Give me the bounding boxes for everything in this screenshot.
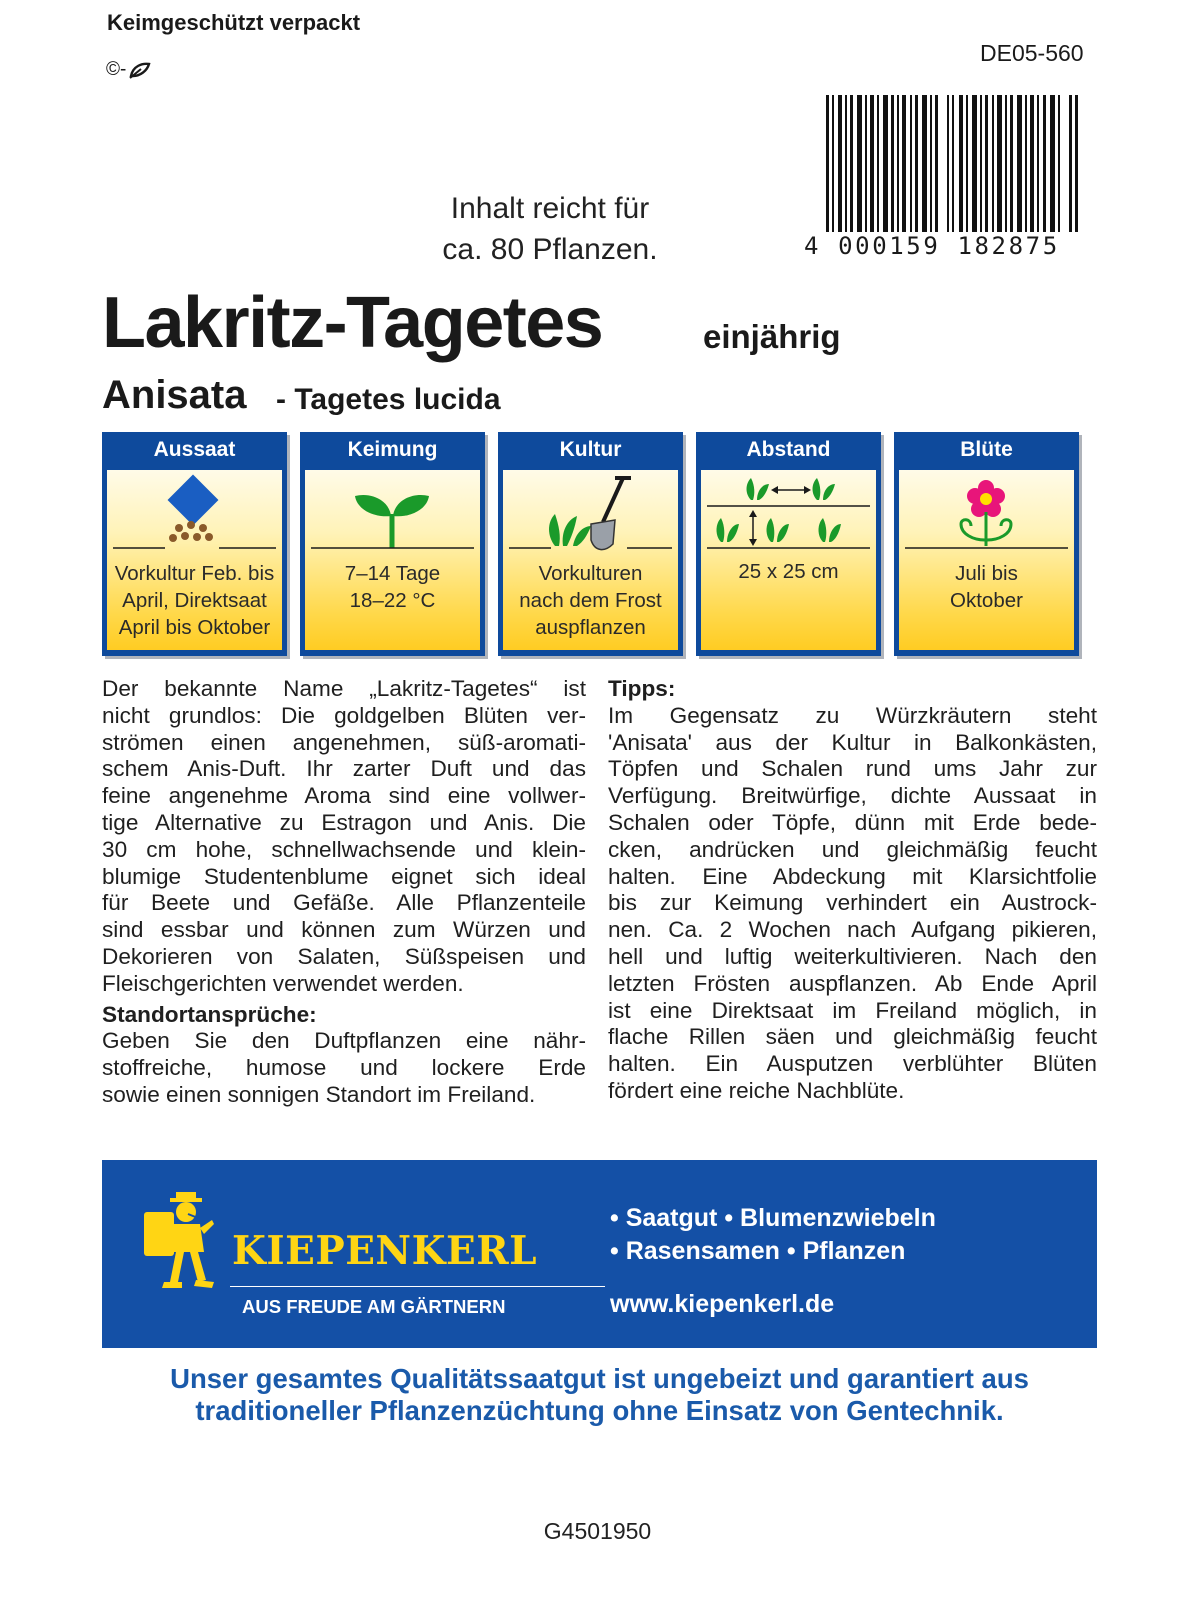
- card-text: [111, 560, 278, 641]
- text-line: Töpfen und Schalen rund ums Jahr zur: [608, 756, 1097, 782]
- product-title: Lakritz-Tagetes: [102, 283, 603, 363]
- packaging-note: Keimgeschützt verpackt: [107, 10, 361, 35]
- brand-banner: [102, 1160, 1097, 1348]
- seed-bag-icon: [107, 470, 282, 555]
- card-line: 7–14 Tage: [344, 562, 441, 585]
- card-text: [309, 560, 476, 614]
- brand-claim: AUS FREUDE AM GÄRTNERN: [242, 1296, 506, 1317]
- card-text: [705, 558, 872, 585]
- text-line: Im Gegensatz zu Würzkräutern steht: [608, 702, 1097, 728]
- card-line: Vorkultur Feb. bis: [114, 562, 275, 585]
- text-line: Verfügung. Breitwürfige, dichte Aussaat in: [608, 783, 1097, 809]
- card-line: April bis Oktober: [118, 616, 271, 639]
- flower-icon: [899, 470, 1074, 555]
- content-note-line1: Inhalt reicht für: [450, 192, 650, 225]
- text-line: sowie einen sonnigen Standort im Freiland.: [102, 1081, 536, 1107]
- card-title: Aussaat: [153, 438, 236, 461]
- kiepenkerl-figure-icon: [130, 1190, 216, 1300]
- text-line: feine angenehme Aroma sind eine vollwer-: [102, 783, 586, 809]
- card-line: April, Direktsaat: [122, 589, 267, 612]
- tips-heading: Tipps:: [608, 676, 676, 701]
- spacing-icon: [701, 470, 876, 555]
- description-column: [102, 676, 586, 1109]
- text-line: Dekorieren von Salaten, Süßspeisen und: [102, 943, 586, 969]
- card-line: Juli bis: [955, 562, 1018, 585]
- cultivation-icons: [102, 432, 1097, 664]
- product-range: [610, 1202, 936, 1268]
- article-code: DE05-560: [980, 40, 1084, 66]
- card-line: Vorkulturen: [538, 562, 643, 585]
- text-line: 'Anisata' aus der Kultur in Balkonkästen,: [608, 729, 1097, 755]
- card-abstand: [696, 432, 881, 656]
- text-line: Schalen oder Töpfe, dünn mit Erde bede-: [608, 809, 1097, 835]
- text-line: 30 cm hohe, schnellwachsende und klein-: [102, 836, 586, 862]
- copyright-text: ©-: [106, 59, 127, 80]
- botanical-name: - Tagetes lucida: [276, 383, 501, 416]
- location-text: [102, 1028, 586, 1108]
- text-line: bis zur Keimung verhindert ein Austrock-: [608, 890, 1097, 916]
- card-line: 18–22 °C: [349, 589, 436, 612]
- text-line: ist eine Direktsaat im Freiland möglich, in: [608, 997, 1097, 1023]
- text-line: nen. Ca. 2 Wochen nach Aufgang pikieren,: [608, 917, 1097, 943]
- card-title: Kultur: [559, 438, 622, 461]
- barcode-number: 4 000159 182875: [800, 232, 1094, 260]
- text-line: strömen einen angenehmen, süß-aromati-: [102, 729, 586, 755]
- brand-name: KIEPENKERL: [232, 1228, 538, 1274]
- website-link[interactable]: www.kiepenkerl.de: [610, 1290, 835, 1318]
- print-code: G4501950: [543, 1518, 652, 1544]
- copyright-mark: [106, 59, 152, 81]
- content-note-line2: ca. 80 Pflanzen.: [442, 233, 658, 266]
- quality-line1: Unser gesamtes Qualitätssaatgut ist ungebeizt und garantiert aus: [170, 1363, 1029, 1394]
- text-line: tige Alternative zu Estragon und Anis. Die: [102, 809, 586, 835]
- product-range-line2: • Rasensamen • Pflanzen: [610, 1237, 906, 1265]
- text-line: sind essbar und können zum Würzen und: [102, 917, 586, 943]
- text-line: flache Rillen säen und gleichmäßig feucht: [608, 1024, 1097, 1050]
- seedling-icon: [305, 470, 480, 555]
- card-line: Oktober: [950, 589, 1023, 612]
- tips-column: [608, 676, 1097, 1105]
- text-line: stoffreiche, humose und lockere Erde: [102, 1055, 586, 1081]
- text-line: Geben Sie den Duftpflanzen eine nähr-: [102, 1028, 586, 1054]
- card-line: 25 x 25 cm: [738, 560, 839, 583]
- variety-name: Anisata: [102, 373, 247, 417]
- card-text: [903, 560, 1070, 614]
- card-title: Abstand: [746, 438, 831, 461]
- lifecycle-label: einjährig: [703, 318, 841, 355]
- leaf-logo-icon: [128, 61, 152, 79]
- card-keimung: [300, 432, 485, 656]
- card-line: auspflanzen: [535, 616, 646, 639]
- card-title: Keimung: [347, 438, 438, 461]
- card-title: Blüte: [960, 438, 1013, 461]
- location-heading: Standortansprüche:: [102, 1001, 317, 1027]
- description-text: [102, 676, 586, 998]
- text-line: fördert eine reiche Nachblüte.: [608, 1077, 905, 1103]
- brand-divider: [230, 1286, 605, 1287]
- card-aussaat: [102, 432, 287, 656]
- text-line: halten. Ein Ausputzen verblühter Blüten: [608, 1051, 1097, 1077]
- text-line: für Beete und Gefäße. Alle Pflanzenteile: [102, 890, 586, 916]
- text-line: hell und luftig weiterkultivieren. Nach den: [608, 943, 1097, 969]
- text-line: letzten Frösten auspflanzen. Ab Ende April: [608, 970, 1097, 996]
- tips-text: [608, 703, 1097, 1105]
- text-line: cken, andrücken und gleichmäßig feucht: [608, 836, 1097, 862]
- quality-line2: traditioneller Pflanzenzüchtung ohne Einsatz von Gentechnik.: [195, 1395, 1004, 1426]
- spade-icon: [503, 470, 678, 555]
- text-line: Fleischgerichten verwendet werden.: [102, 970, 464, 996]
- text-line: nicht grundlos: Die goldgelben Blüten ver-: [102, 702, 586, 728]
- barcode: [826, 95, 1080, 255]
- product-range-line1: • Saatgut • Blumenzwiebeln: [610, 1204, 936, 1232]
- text-line: blumige Studentenblume eignet sich ideal: [102, 863, 586, 889]
- text-line: schem Anis-Duft. Ihr zarter Duft und das: [102, 756, 586, 782]
- quality-statement: [102, 1363, 1097, 1427]
- text-line: Der bekannte Name „Lakritz-Tagetes“ ist: [102, 676, 586, 701]
- card-text: [507, 560, 674, 641]
- card-kultur: [498, 432, 683, 656]
- card-bluete: [894, 432, 1079, 656]
- card-line: nach dem Frost: [519, 589, 662, 612]
- content-note: [380, 188, 720, 270]
- text-line: halten. Eine Abdeckung mit Klarsichtfolie: [608, 863, 1097, 889]
